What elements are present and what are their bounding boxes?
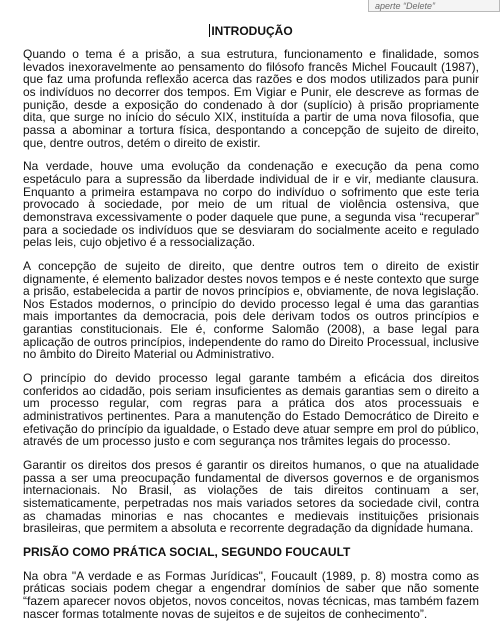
paragraph-4: O princípio do devido processo legal garante também a eficácia dos direitos conferidos ao cidadão, pois seriam insuficientes as demais garantias sem o direito a um processo regular, com regras para a prática dos atos processuais e administrativos pertinentes. Para a manutenção do Estado Democrático de Direito e efetivação do princípio da igualdade, o Estado deve atuar sempre em prol do público, através de um processo justo e com segurança nos trâmites legais do processo.	[23, 371, 479, 449]
delete-hint-tooltip: aperte “Delete”	[368, 0, 500, 12]
document-body[interactable]	[23, 16, 479, 631]
paragraph-3: A concepção de sujeito de direito, que dentre outros tem o direito de existir dignamente, é elemento balizador destes novos tempos e é neste contexto que surge a prisão, estabelecida a partir de novos princípios e, obviamente, de nova legislação. Nos Estados modernos, o princípio do devido processo legal é uma das garantias mais importantes da democracia, pois dele derivam todos os outros princípios e garantias constitucionais. Ele é, conforme Salomão (2008), a base legal para aplicação de outros princípios, independente do ramo do Direito Processual, inclusive no âmbito do Direito Material ou Administrativo.	[23, 258, 479, 362]
paragraph-5: Garantir os direitos dos presos é garantir os direitos humanos, o que na atualidade passa a ser uma preocupação fundamental de diversos governos e de organismos internacionais. No Brasil, as violações de tais direitos continuam a ser, sistematicamente, perpetradas nos mais variados setores da sociedade civil, contra as chamadas minorias e nas chocantes e medievais instituições prisionais brasileiras, que permitem a absoluta e recorrente degradação da dignidade humana.	[23, 458, 479, 536]
subheading: PRISÃO COMO PRÁTICA SOCIAL, SEGUNDO FOUCAULT	[23, 544, 351, 559]
paragraph-1: Quando o tema é a prisão, a sua estrutura, funcionamento e finalidade, somos levados inexoravelmente ao pensamento do filósofo francês Michel Foucault (1987), que faz uma profunda reflexão acerca das razões e dos modos utilizados para punir os indivíduos no decorrer dos tempos. Em Vigiar e Punir, ele descreve as formas de punição, desde a exposição do condenado à dor (suplício) à prisão propriamente dita, que surge no início do século XIX, instituída a partir de uma nova filosofia, que passa a abominar a tortura física, despontando a concepção de sujeito de direito, que, dentre outros, detém o direito de existir.	[23, 47, 479, 150]
paragraph-2: Na verdade, houve uma evolução da condenação e execução da pena como espetáculo para a supressão da liberdade individual de ir e vir, mediante clausura. Enquanto a primeira estampava no corpo do indivíduo o sofrimento que este teria provocado à sociedade, por meio de um ritual de violência ostensiva, que demonstrava excessivamente o poder daquele que pune, a segunda visa “recuperar” para a sociedade os indivíduos que se desviaram do socialmente aceito e regulado pelas leis, cujo objetivo é a ressocialização.	[23, 159, 479, 250]
paragraph-6: Na obra "A verdade e as Formas Jurídicas", Foucault (1989, p. 8) mostra como as práticas sociais podem chegar a engendrar domínios de saber que não somente “fazem aparecer novos objetos, novos conceitos, novas técnicas, mas também fazem nascer formas totalmente novas de sujeitos e de sujeitos de conhecimento”.	[23, 568, 479, 621]
section-title	[23, 24, 479, 38]
section-title-text: INTRODUÇÃO	[211, 24, 293, 38]
